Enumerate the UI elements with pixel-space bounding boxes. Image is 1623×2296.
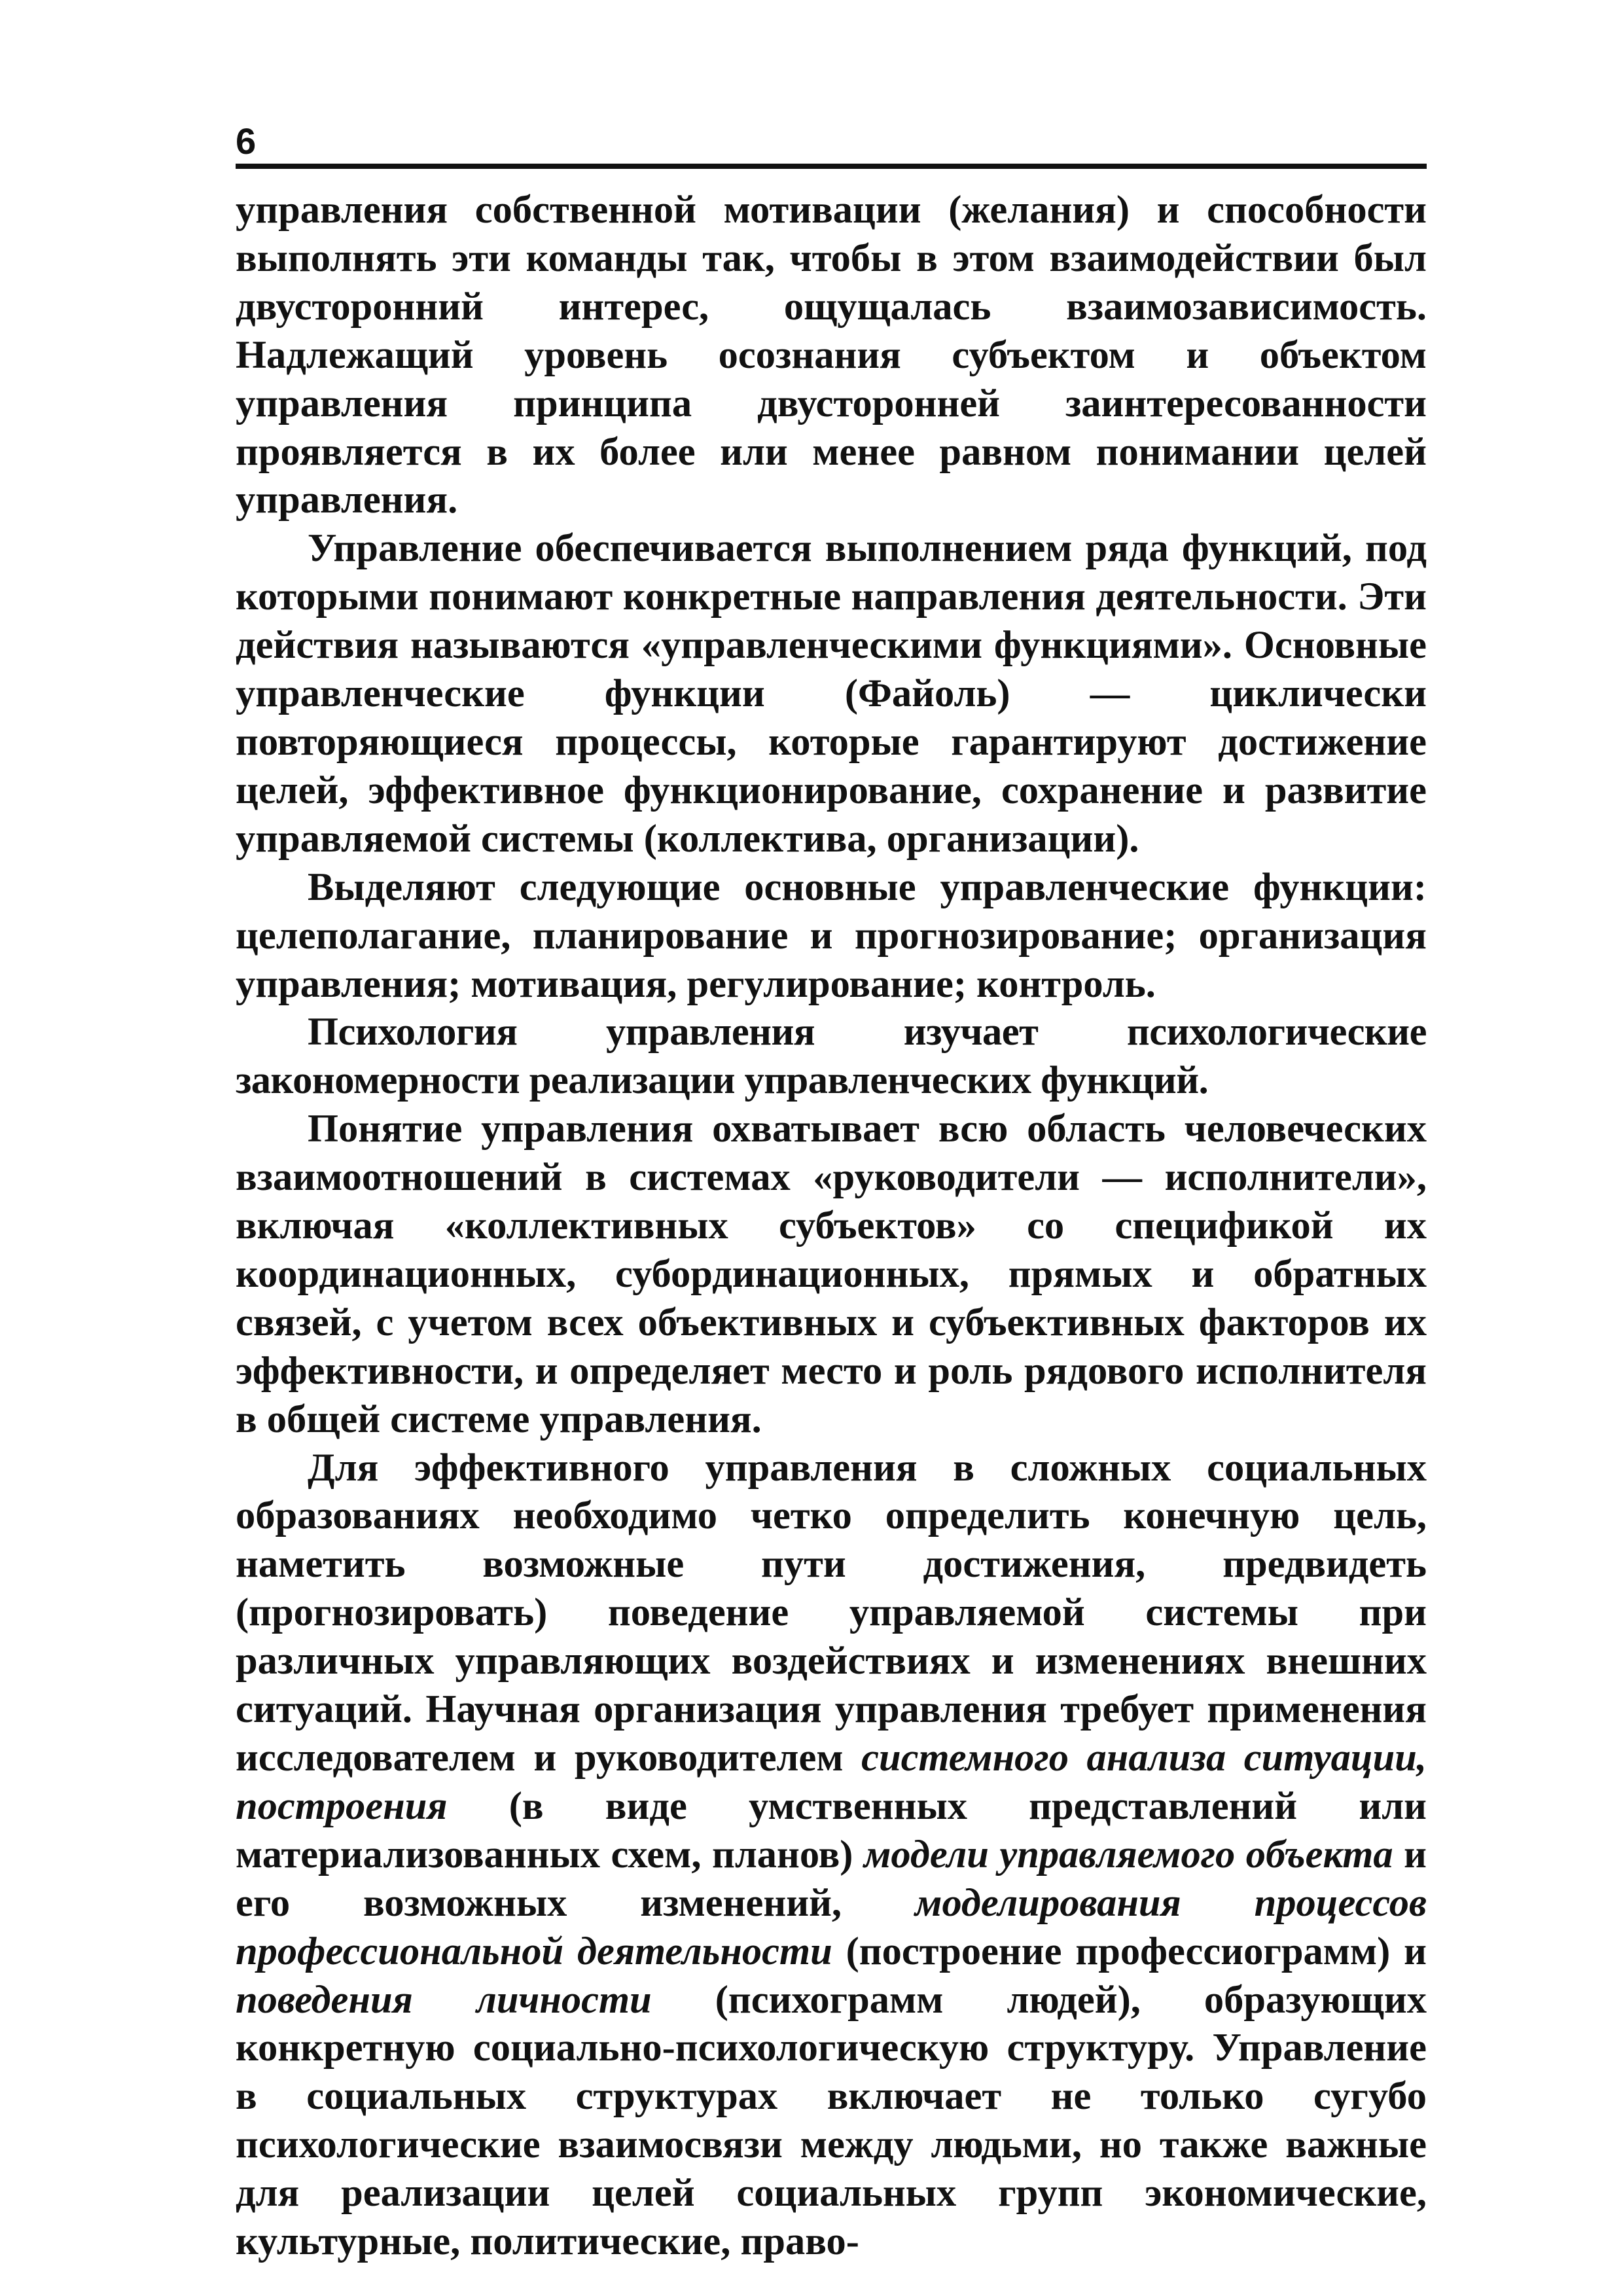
paragraph-6-text-3: и его возможных изменений,	[236, 1832, 1427, 1925]
paragraph-5: Понятие управления охватывает всю область человеческих взаимоотношений в системах «руководители — исполнители», включая «коллективных субъектов» со спецификой их координационных, субординационных, прямых и обратных связей, с учетом всех объективных и субъективных факторов их эффективности, и определяет место и роль рядового исполнителя в общей системе управления.	[236, 1107, 1427, 1441]
page-number: 6	[236, 120, 257, 162]
paragraph-3: Выделяют следующие основные управленческие функции: целеполагание, планирование и прогнозирование; организация управления; мотивация, регулирование; контроль.	[236, 865, 1427, 1006]
book-page	[236, 98, 1427, 2266]
paragraph-6-text-4: (построение профессиограмм) и	[832, 1929, 1427, 1973]
paragraph-6-italic-1: системного анализа ситуации, построения	[236, 1736, 1427, 1828]
paragraph-6-italic-2: модели управляемого объекта	[863, 1832, 1393, 1876]
paragraph-6-text-2: (в виде умственных представлений или материализованных схем, планов)	[236, 1784, 1427, 1876]
paragraph-6	[236, 1444, 1427, 2266]
paragraph-6-italic-4: поведения личности	[236, 1977, 652, 2022]
paragraph-6-italic-3: моделирования процессов профессиональной деятельности	[236, 1880, 1427, 1973]
page-header	[236, 98, 1427, 169]
body-text	[236, 186, 1427, 2266]
paragraph-2: Управление обеспечивается выполнением ряда функций, под которыми понимают конкретные направления деятельности. Эти действия называются «управленческими функциями». Основные управленческие функции (Файоль) — циклически повторяющиеся процессы, которые гарантируют достижение целей, эффективное функционирование, сохранение и развитие управляемой системы (коллектива, организации).	[236, 526, 1427, 861]
paragraph-6-text-1: Для эффективного управления в сложных социальных образованиях необходимо четко определить конечную цель, наметить возможные пути достижения, предвидеть (прогнозировать) поведение управляемой системы при различных управляющих воздействиях и изменениях внешних ситуаций. Научная организация управления требует применения исследователем и руководителем	[236, 1445, 1427, 1780]
paragraph-4-thesis: Психология управления изучает психологические закономерности реализации управленческих функций.	[236, 1010, 1427, 1103]
paragraph-1: управления собственной мотивации (желания) и способности выполнять эти команды так, чтобы в этом взаимодействии был двусторонний интерес, ощущалась взаимозависимость. Надлежащий уровень осознания субъектом и объектом управления принципа двусторонней заинтересованности проявляется в их более или менее равном понимании целей управления.	[236, 188, 1427, 522]
paragraph-6-text-5: (психограмм людей), образующих конкретную социально-психологическую структуру. Управление в социальных структурах включает не только сугубо психологические взаимосвязи между людьми, но также важные для реализации целей социальных групп экономические, культурные, политические, право-	[236, 1977, 1427, 2264]
